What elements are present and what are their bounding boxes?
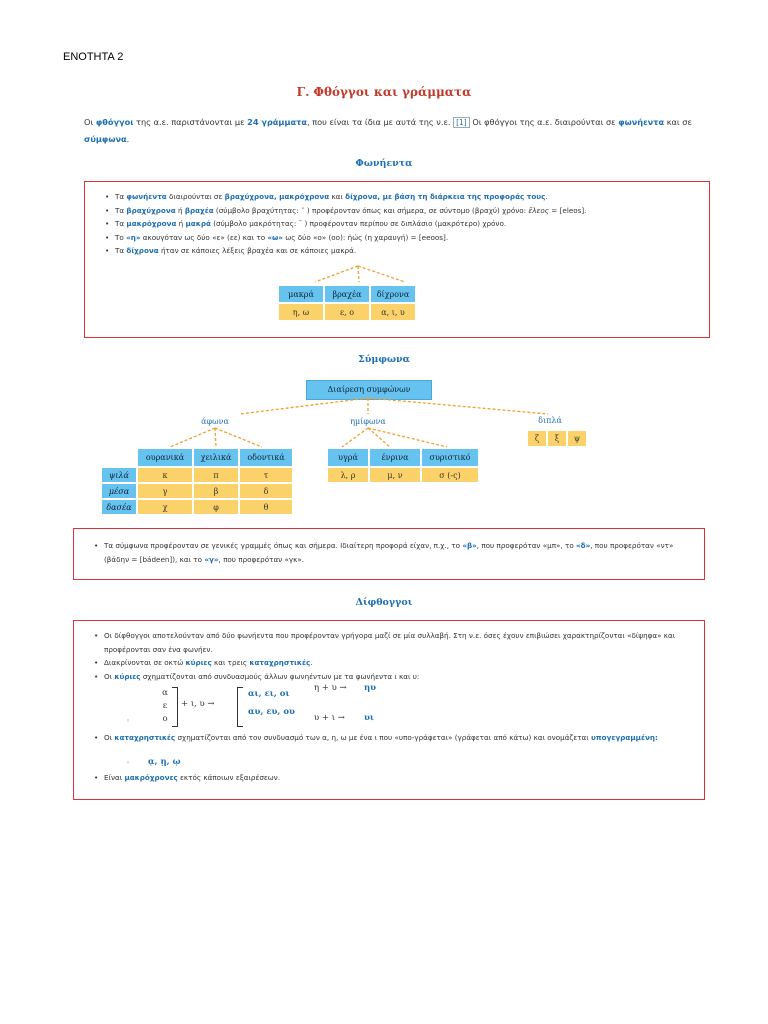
intro-text: , που είναι τα ίδια με αυτά της ν.ε. — [306, 117, 454, 127]
list-item: • Οι καταχρηστικές σχηματίζονται από τον συνδυασμό των α, η, ω με ένα ι που «υπο-γράφεται» (γράφεται από κάτω) και ονομάζεται υπογεγραμμένη: — [92, 731, 697, 745]
formula-bracket-right — [172, 687, 178, 727]
empty-corner — [102, 449, 136, 466]
afona-cell: θ — [240, 500, 292, 514]
dipla-cell: ζ — [528, 431, 546, 446]
afona-cell: β — [194, 484, 238, 498]
formula-bracket-left — [237, 687, 243, 727]
afona-cell: κ — [138, 468, 192, 482]
afona-cell: χ — [138, 500, 192, 514]
vowels-header: βραχέα — [325, 286, 369, 302]
afona-header: χειλικά — [194, 449, 238, 466]
formula-ypsilon: υ + ι → — [314, 713, 345, 723]
intro-text: της α.ε. παριστάνονται με — [133, 117, 248, 127]
intro-keyword: φθόγγοι — [95, 117, 134, 127]
list-item: • Τα μακρόχρονα ή μακρά (σύμβολο μακρότητας: ¯ ) προφέρονταν περίπου σε διπλάσιο (μακρότερο) χρόνο. — [103, 217, 698, 231]
imifona-cell: σ (-ς) — [422, 468, 478, 482]
diphthongs-list-2 — [92, 731, 697, 745]
intro-text: Οι φθόγγοι της α.ε. διαιρούνται σε — [469, 117, 619, 127]
vowels-header: μακρά — [279, 286, 323, 302]
dipla-cell: ξ — [548, 431, 566, 446]
unit-heading: ΕΝΟΤΗΤΑ 2 — [63, 51, 124, 63]
intro-text: και σε — [664, 117, 692, 127]
consonants-note-box — [73, 528, 705, 580]
imifona-cell: μ, ν — [370, 468, 420, 482]
afona-row-label: μέσα — [102, 484, 136, 498]
footnote-link[interactable]: [1] — [453, 117, 470, 128]
list-item: • Οι δίφθογγοι αποτελούνταν από δύο φωνήεντα που προφέρονταν γρήγορα μαζί σε μία συλλαβή. Στη ν.ε. όσες έχουν επιβιώσει χαρακτηρίζονται «δίψηφα» και προφέρονται σαν ένα φωνήεν. — [92, 629, 697, 656]
vowels-title: Φωνήεντα — [355, 158, 413, 169]
afona-header: οδοντικά — [240, 449, 292, 466]
formula-vowel: ο — [162, 714, 168, 724]
formula-result-1: αι, ει, οι — [248, 689, 290, 699]
list-item: • Οι κύριες σχηματίζονται από συνδυασμούς άλλων φωνηέντων με τα φωνήεντα ι και υ: — [92, 670, 697, 684]
diphthongs-list-3 — [92, 771, 697, 785]
afona-cell: π — [194, 468, 238, 482]
imifona-table — [326, 447, 480, 484]
consonants-root: Διαίρεση συμφώνων — [306, 380, 432, 400]
imifona-header: συριστικό — [422, 449, 478, 466]
branch-dipla: διπλά — [538, 416, 562, 425]
page-title: Γ. Φθόγγοι και γράμματα — [296, 85, 472, 99]
list-item: • Το «η» ακουγόταν ως δύο «ε» (εε) και το «ω» ως δύο «ο» (οο): ἠώς (η χαραυγή) = [eeoos]. — [103, 231, 698, 245]
afona-header: ουρανικά — [138, 449, 192, 466]
afona-cell: τ — [240, 468, 292, 482]
imifona-header: ένρινα — [370, 449, 420, 466]
list-item: • Τα φωνήεντα διαιρούνται σε βραχύχρονα, μακρόχρονα και δίχρονα, με βάση τη διάρκεια της προφοράς τους. — [103, 190, 698, 204]
vowels-cell: ε, ο — [325, 304, 369, 320]
imifona-cell: λ, ρ — [328, 468, 368, 482]
dipla-cell: ψ — [568, 431, 586, 446]
sub-bullet-icon: ◦ — [126, 717, 131, 725]
afona-cell: γ — [138, 484, 192, 498]
list-item: • Διακρίνονται σε οκτώ κύριες και τρεις καταχρηστικές. — [92, 656, 697, 670]
sub-bullet-icon: ◦ — [126, 759, 131, 767]
list-item: • Τα δίχρονα ήταν σε κάποιες λέξεις βραχέα και σε κάποιες μακρά. — [103, 244, 698, 258]
vowels-header: δίχρονα — [371, 286, 415, 302]
afona-table — [100, 447, 294, 516]
list-item: • Τα βραχύχρονα ή βραχέα (σύμβολο βραχύτητας: ˘ ) προφέρονταν όπως και σήμερα, σε σύντομο (βραχύ) χρόνο: ἔλεος = [eleos]. — [103, 204, 698, 218]
subscript-diphthongs: ᾳ, ῃ, ῳ — [148, 757, 181, 767]
intro-keyword: φωνήεντα — [618, 117, 665, 127]
formula-eta-result: ηυ — [364, 683, 377, 693]
formula-plus: + ι, υ → — [181, 699, 215, 709]
afona-cell: φ — [194, 500, 238, 514]
intro-keyword: σύμφωνα — [84, 134, 127, 144]
afona-row-label: ψιλά — [102, 468, 136, 482]
list-item: • Τα σύμφωνα προφέρονταν σε γενικές γραμμές όπως και σήμερα. Ιδιαίτερη προφορά είχαν, π.χ., το «β», που προφερόταν «μπ», το «δ», που προφερόταν «ντ» (βάδην = [bádeen]), και το «γ», που προφερόταν «γκ». — [92, 539, 697, 566]
intro-text: Οι — [84, 117, 96, 127]
formula-ypsilon-result: υι — [364, 713, 375, 723]
formula-eta: η + υ → — [314, 683, 347, 693]
diphthong-formula — [134, 683, 474, 731]
imifona-header: υγρά — [328, 449, 368, 466]
diphthongs-list — [92, 629, 697, 683]
consonants-note-list — [92, 539, 697, 566]
branch-afona: άφωνα — [201, 417, 229, 426]
dipla-table — [526, 429, 588, 448]
diphthongs-box — [73, 620, 705, 800]
formula-vowel: ε — [162, 701, 168, 711]
afona-cell: δ — [240, 484, 292, 498]
formula-vowel: α — [162, 688, 168, 698]
diphthongs-title: Δίφθογγοι — [355, 597, 413, 608]
vowels-cell: η, ω — [279, 304, 323, 320]
intro-keyword: 24 γράμματα — [247, 117, 307, 127]
afona-row-label: δασέα — [102, 500, 136, 514]
consonants-title: Σύμφωνα — [358, 354, 410, 365]
list-item: • Είναι μακρόχρονες εκτός κάποιων εξαιρέσεων. — [92, 771, 697, 785]
intro-text: . — [126, 134, 130, 144]
formula-result-2: αυ, ευ, ου — [248, 707, 295, 717]
vowels-cell: α, ι, υ — [371, 304, 415, 320]
branch-imifona: ημίφωνα — [350, 417, 386, 426]
